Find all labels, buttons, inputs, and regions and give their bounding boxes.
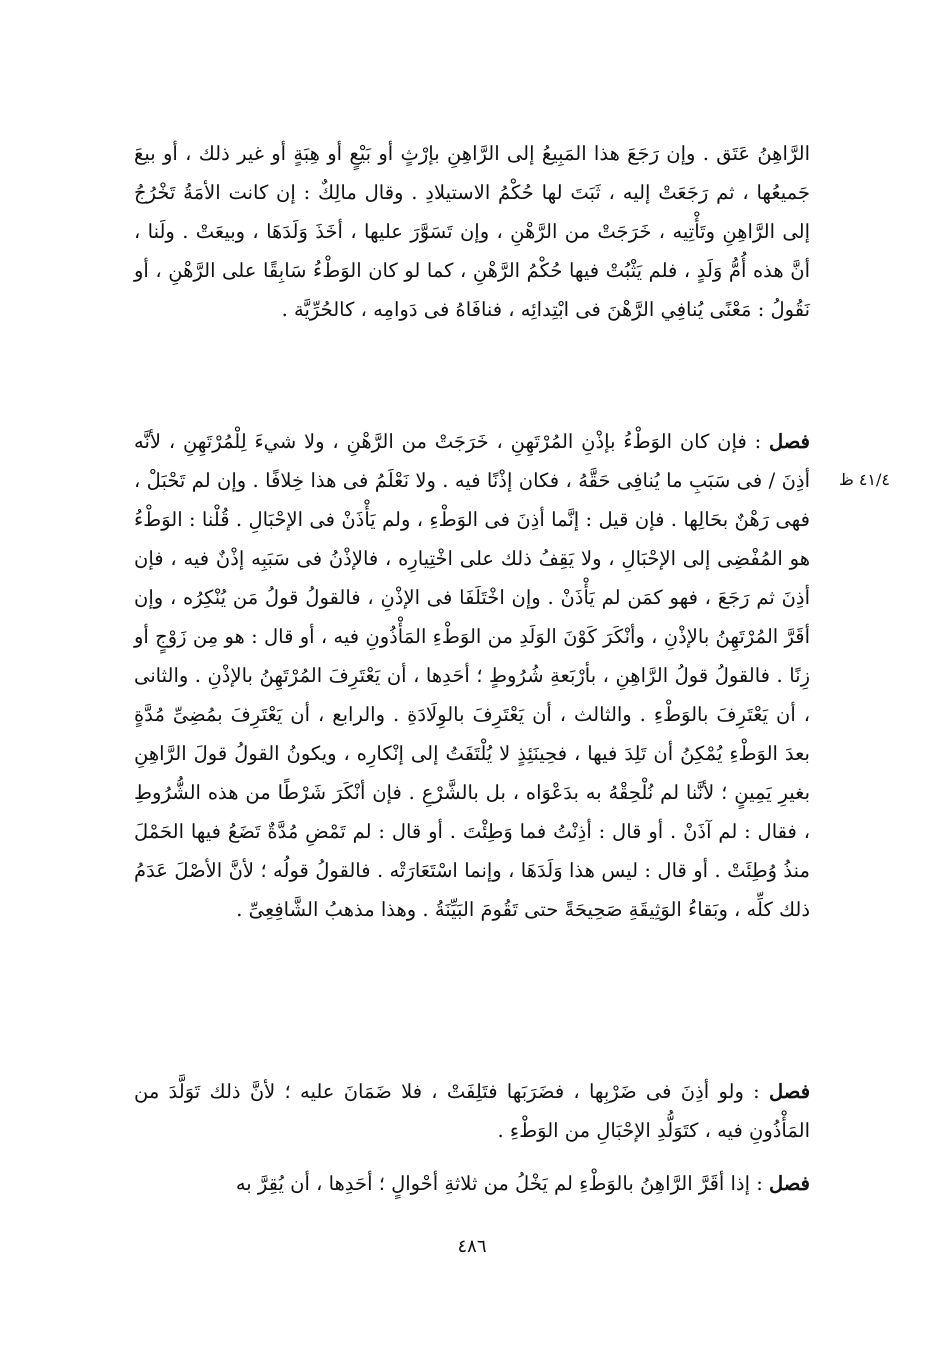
- paragraph-text: الرَّاهِنُ عَتَق . وإن رَجَعَ هذا المَبِيعُ إلى الرَّاهِنِ بإرْثٍ أو بَيْعٍ أو هِبَةٍ أو غير ذلك ، أو بيعَ جَميعُها ، ثم رَجَعَتْ إليه ، ثَبَتَ لها حُكْمُ الاستيلادِ . وقال مالِكٌ : إن كانت الأمَةُ تَخْرُجُ إلى الرَّاهِنِ وتَأْتِيه ، خَرَجَتْ من الرَّهْنِ ، وإن تَسَوَّرَ عليها ، أخَذَ وَلَدَهَا ، وبيعَتْ . ولَنا ، أنَّ هذه أُمُّ وَلَدٍ ، فلم يَثْبُتْ فيها حُكْمُ الرَّهْنِ ، كما لو كان الوَطْءُ سَابِقًا على الرَّهْنِ ، أو نَقُولُ : مَعْنًى يُنافِي الرَّهْنَ فى ابْتِدائِه ، فنافَاهُ فى دَوامِه ، كالحُرِّيَّة .: [134, 142, 810, 321]
- section-heading: فصل: [769, 430, 810, 453]
- paragraph-3: [134, 1072, 810, 1150]
- section-heading: فصل: [769, 1172, 810, 1195]
- paragraph-text: : إذا أقَرَّ الرَّاهِنُ بالوَطْءِ لم يَخْلُ من ثلاثةِ أحْوالٍ ؛ أحَدِها ، أن يُقِرَّ به: [235, 1172, 763, 1195]
- text-block: [134, 1164, 810, 1203]
- text-block: [134, 1072, 810, 1150]
- text-block: [134, 134, 810, 329]
- paragraph-4: [134, 1164, 810, 1203]
- section-heading: فصل: [769, 1080, 811, 1103]
- paragraph-text: : فإن كان الوَطْءُ بإذْنِ المُرْتَهِنِ ، خَرَجَتْ من الرَّهْنِ ، ولا شيءَ لِلْمُرْتَهِنِ ، لأنَّه أذِنَ / فى سَبَبِ ما يُنافِى حَقَّهُ ، فكان إذْنًا فيه . ولا نَعْلَمُ فى هذا خِلافًا . وإن لم تَحْبَلْ ، فهى رَهْنٌ بحَالِها . فإن قيل : إنَّما أذِنَ فى الوَطْءِ ، ولم يَأْذَنْ فى الإحْبَالِ . قُلْنا : الوَطْءُ هو المُفْضِى إلى الإحْبَالِ ، ولا يَقِفُ ذلك على اخْتِيارِه ، فالإذْنُ فى سَبَبِه إذْنٌ فيه ، فإن أذِنَ ثم رَجَعَ ، فهو كمَن لم يَأْذَنْ . وإن اخْتَلَفَا فى الإذْنِ ، فالقولُ قولُ مَن يُنْكِرُه ، وإن أقَرَّ المُرْتَهِنُ بالإذْنِ ، وأنْكَرَ كَوْنَ الوَلَدِ من الوَطْءِ المَأْذُونِ فيه ، أو قال : هو مِن زَوْجٍ أو زِنًا . فالقولُ قولُ الرَّاهِنِ ، بأرْبَعةِ شُرُوطٍ ؛ أحَدِها ، أن يَعْتَرِفَ المُرْتَهِنُ بالإذْنِ . والثانى ، أن يَعْتَرِفَ بالوَطْءِ . والثالث ، أن يَعْتَرِفَ بالوِلَادَةِ . والرابع ، أن يَعْتَرِفَ بمُضِىِّ مُدَّةٍ بعدَ الوَطْءِ يُمْكِنُ أن تَلِدَ فيها ، فحِينَئِذٍ لا يُلْتَفَتُ إلى إنْكارِه ، ويكونُ القولُ قولَ الرَّاهِنِ بغيرِ يَمِينٍ ؛ لأنَّنا لم نُلْحِقْهُ به بدَعْوَاه ، بل بالشَّرْعِ . فإن أنْكَرَ شَرْطًا من هذه الشُّرُوطِ ، فقال : لم آذَنْ . أو قال : أذِنْتُ فما وَطِئْتَ . أو قال : لم تَمْضِ مُدَّةٌ تَضَعُ فيها الحَمْلَ منذُ وُطِئَتْ . أو قال : ليس هذا وَلَدَهَا ، وإنما اسْتَعَارَتْه . فالقولُ قولُه ؛ لأنَّ الأصْلَ عَدَمُ ذلك كلِّه ، وبَقاءُ الوَثِيقَةِ صَحِيحَةً حتى تَقُومَ البَيِّنَةُ . وهذا مذهبُ الشَّافِعِىِّ .: [134, 430, 810, 921]
- paragraph-text: : ولو أذِنَ فى ضَرْبِها ، فضَرَبَها فتَلِفَتْ ، فلا ضَمَانَ عليه ؛ لأنَّ ذلك تَوَلَّدَ من المَأْذُونِ فيه ، كتَوَلُّدِ الإحْبَالِ من الوَطْءِ .: [134, 1080, 810, 1142]
- manuscript-folio-note: ٤١/٤ ظ: [838, 470, 890, 489]
- paragraph-2: [134, 422, 810, 929]
- page-number: ٤٨٦: [457, 1236, 487, 1257]
- paragraph-1: [134, 134, 810, 329]
- text-block: [134, 422, 810, 929]
